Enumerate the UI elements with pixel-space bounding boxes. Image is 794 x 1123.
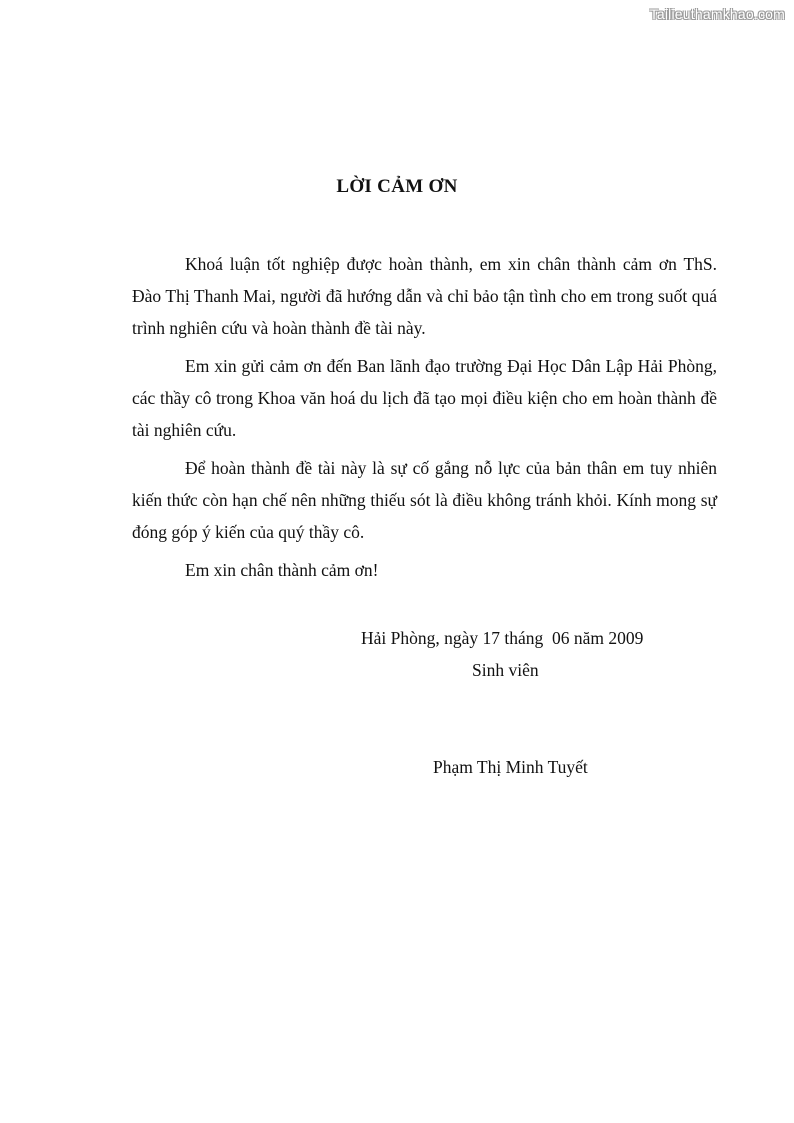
paragraph-closing-remarks: Để hoàn thành đề tài này là sự cố gắng nỗ lực của bản thân em tuy nhiên kiến thức còn hạn chế nên những thiếu sót là điều không tránh khỏi. Kính mong sự đóng góp ý kiến của quý thầy cô. [132,458,717,542]
signature-place-date: Hải Phòng, ngày 17 tháng 06 năm 2009 [361,628,644,648]
acknowledgement-body [132,248,717,586]
signature-name: Phạm Thị Minh Tuyết [433,757,588,777]
watermark: Tailieuthamkhao.com [649,6,785,22]
signature-role: Sinh viên [472,660,539,680]
closing-thanks: Em xin chân thành cảm ơn! [185,560,379,580]
page-title: LỜI CẢM ƠN [336,176,458,197]
paragraph-university: Em xin gửi cảm ơn đến Ban lãnh đạo trường Đại Học Dân Lập Hải Phòng, các thầy cô trong Khoa văn hoá du lịch đã tạo mọi điều kiện cho em hoàn thành đề tài nghiên cứu. [132,356,717,440]
paragraph-advisor: Khoá luận tốt nghiệp được hoàn thành, em xin chân thành cảm ơn ThS. Đào Thị Thanh Mai, người đã hướng dẫn và chỉ bảo tận tình cho em trong suốt quá trình nghiên cứu và hoàn thành đề tài này. [132,254,717,338]
